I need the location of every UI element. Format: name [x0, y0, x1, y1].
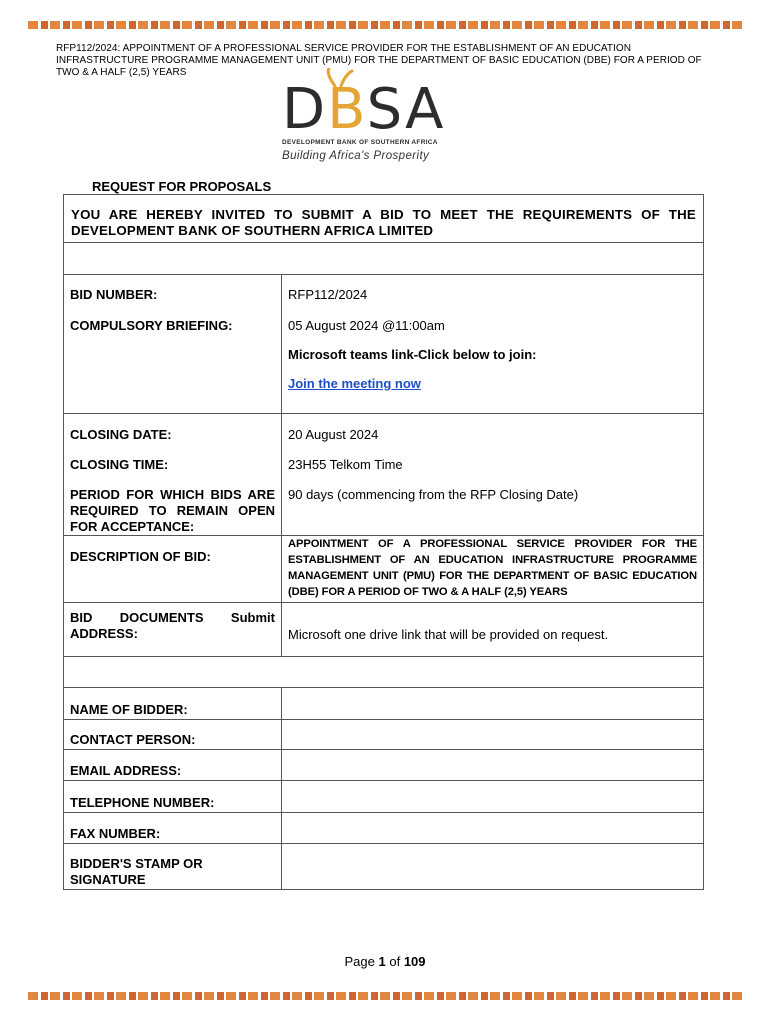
telephone-row [64, 781, 704, 813]
empty-cell [64, 243, 704, 275]
logo-letters-sa: SA [366, 77, 446, 142]
bid-number-label: BID NUMBER: [70, 287, 158, 302]
validity-period-value: 90 days (commencing from the RFP Closing Date) [288, 487, 579, 502]
closing-date-value: 20 August 2024 [288, 427, 379, 442]
label-cell [64, 603, 282, 657]
submit-address-label: BID DOCUMENTS Submit ADDRESS: [70, 610, 275, 641]
contact-person-label: CONTACT PERSON: [64, 720, 282, 750]
bidder-name-row [64, 688, 704, 720]
document-header: RFP112/2024: APPOINTMENT OF A PROFESSIONAL SERVICE PROVIDER FOR THE ESTABLISHMENT OF AN EDUCATION INFRASTRUCTURE PROGRAMME MANAGEMENT UNIT (PMU) FOR THE DEPARTMENT OF BASIC EDUCATION (DBE) FOR A PERIOD OF TWO & A HALF (2,5) YEARS [56, 43, 702, 78]
contact-person-row [64, 720, 704, 750]
dates-period-row [64, 414, 704, 536]
invitation-text: YOU ARE HEREBY INVITED TO SUBMIT A BID TO MEET THE REQUIREMENTS OF THE DEVELOPMENT BANK OF SOUTHERN AFRICA LIMITED [64, 195, 704, 243]
telephone-label: TELEPHONE NUMBER: [64, 781, 282, 813]
spacer-row [64, 657, 704, 688]
description-value: APPOINTMENT OF A PROFESSIONAL SERVICE PROVIDER FOR THE ESTABLISHMENT OF AN EDUCATION INFRASTRUCTURE PROGRAMME MANAGEMENT UNIT (PMU) FOR THE DEPARTMENT OF BASIC EDUCATION (DBE) FOR A PERIOD OF TWO & A HALF (2,5) YEARS [282, 536, 704, 603]
page-total: 109 [403, 954, 426, 969]
decorative-top-border [28, 21, 742, 29]
stamp-signature-row [64, 844, 704, 890]
submit-address-row [64, 603, 704, 657]
empty-cell [64, 657, 704, 688]
bid-information-table [63, 194, 704, 890]
telephone-field[interactable] [282, 781, 704, 813]
page-number [0, 954, 770, 969]
stamp-signature-field[interactable] [282, 844, 704, 890]
page-prefix: Page [344, 954, 375, 969]
logo-letter-b: B [327, 77, 367, 142]
label-cell [64, 536, 282, 603]
fax-label: FAX NUMBER: [64, 813, 282, 844]
logo-tagline: Building Africa's Prosperity [282, 150, 430, 162]
fax-field[interactable] [282, 813, 704, 844]
email-address-row [64, 750, 704, 781]
join-meeting-link[interactable]: Join the meeting now [288, 376, 421, 391]
stamp-signature-label: BIDDER'S STAMP OR SIGNATURE [64, 844, 282, 890]
value-cell [282, 414, 704, 536]
description-label: DESCRIPTION OF BID: [70, 549, 211, 564]
spacer-row [64, 243, 704, 275]
email-address-field[interactable] [282, 750, 704, 781]
decorative-bottom-border [28, 992, 742, 1000]
value-cell [282, 275, 704, 414]
invitation-row [64, 195, 704, 243]
bid-number-briefing-row [64, 275, 704, 414]
logo-subtitle: DEVELOPMENT BANK OF SOUTHERN AFRICA [282, 139, 438, 146]
value-cell [282, 603, 704, 657]
submit-address-value: Microsoft one drive link that will be provided on request. [288, 627, 609, 642]
validity-period-label: PERIOD FOR WHICH BIDS ARE REQUIRED TO REMAIN OPEN FOR ACCEPTANCE: [70, 487, 275, 534]
description-row [64, 536, 704, 603]
page-of: of [389, 954, 401, 969]
fax-row [64, 813, 704, 844]
label-cell [64, 275, 282, 414]
email-address-label: EMAIL ADDRESS: [64, 750, 282, 781]
briefing-label: COMPULSORY BRIEFING: [70, 318, 233, 333]
label-cell [64, 414, 282, 536]
bidder-name-field[interactable] [282, 688, 704, 720]
closing-time-value: 23H55 Telkom Time [288, 457, 403, 472]
closing-time-label: CLOSING TIME: [70, 457, 169, 472]
logo-wordmark [282, 77, 446, 142]
briefing-date-value: 05 August 2024 @11:00am [288, 318, 445, 333]
closing-date-label: CLOSING DATE: [70, 427, 172, 442]
bidder-name-label: NAME OF BIDDER: [64, 688, 282, 720]
bid-number-value: RFP112/2024 [288, 287, 368, 302]
rfp-heading: REQUEST FOR PROPOSALS [92, 179, 272, 194]
contact-person-field[interactable] [282, 720, 704, 750]
dbsa-logo [280, 68, 455, 168]
page-current: 1 [378, 954, 386, 969]
teams-instruction: Microsoft teams link-Click below to join: [288, 347, 537, 362]
logo-letter-d: D [282, 77, 328, 142]
